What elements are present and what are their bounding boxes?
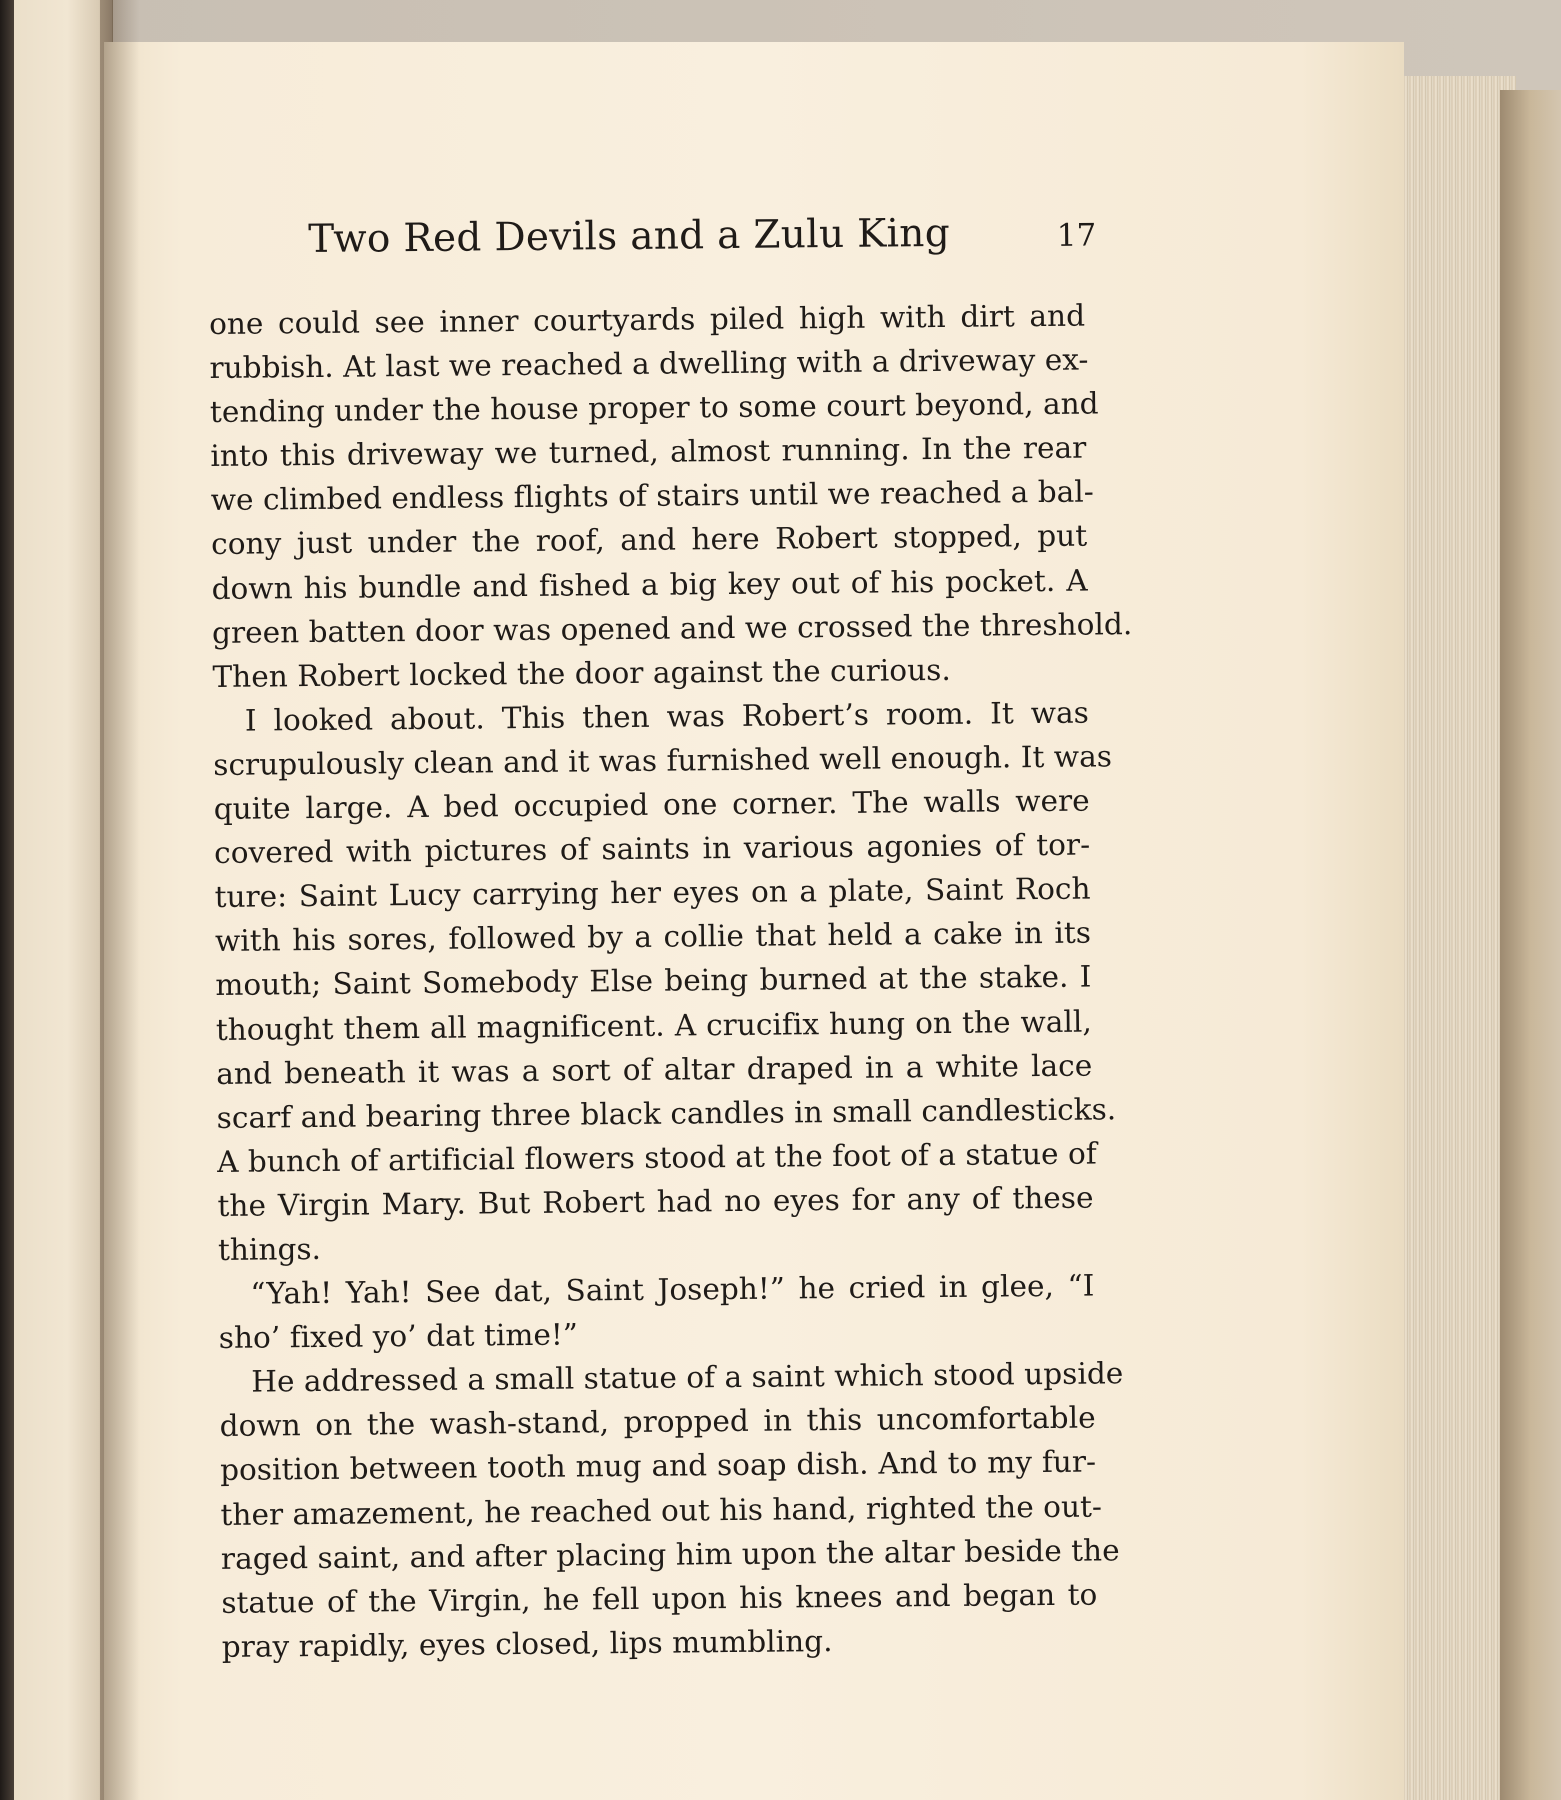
left-facing-page <box>0 0 113 1800</box>
text-line: quite large. A bed occupied one corner. The walls were <box>213 783 1090 827</box>
text-line: into this driveway we turned, almost running. In the rear <box>210 430 1087 474</box>
text-line: ther amazement, he reached out his hand, righted the out- <box>220 1489 1103 1532</box>
text-line: Then Robert locked the door against the curious. <box>212 652 951 694</box>
text-line: down his bundle and fished a big key out of his pocket. A <box>211 563 1088 606</box>
text-line: “Yah! Yah! See dat, Saint Joseph!” he cried in glee, “I <box>250 1268 1095 1311</box>
book-cover-edge-left <box>0 0 14 1800</box>
text-line: A bunch of artificial flowers stood at the foot of a statue of <box>216 1136 1097 1179</box>
text-line: sho’ fixed yo’ dat time!” <box>218 1317 579 1356</box>
text-line: down on the wash-stand, propped in this uncomfortable <box>219 1400 1096 1444</box>
text-line: I looked about. This then was Robert’s room. It was <box>244 695 1090 738</box>
text-line: He addressed a small statue of a saint which stood upside <box>251 1356 1124 1399</box>
text-line: thought them all magnificent. A crucifix hung on the wall, <box>215 1004 1092 1047</box>
text-line: tending under the house proper to some court beyond, and <box>209 386 1099 430</box>
text-line: statue of the Virgin, he fell upon his knees and began to <box>221 1577 1098 1620</box>
text-line: mouth; Saint Somebody Else being burned at the stake. I <box>215 959 1092 1003</box>
running-head-title: Two Red Devils and a Zulu King <box>308 210 951 263</box>
text-line: ture: Saint Lucy carrying her eyes on a plate, Saint Roch <box>214 871 1091 915</box>
text-line: things. <box>217 1231 322 1267</box>
text-line: raged saint, and after placing him upon the altar beside the <box>220 1532 1120 1576</box>
body-text <box>208 294 1133 1669</box>
text-line: covered with pictures of saints in various agonies of tor- <box>214 827 1091 871</box>
text-line: the Virgin Mary. But Robert had no eyes for any of these <box>217 1180 1094 1223</box>
page-number: 17 <box>1056 217 1097 254</box>
text-line: and beneath it was a sort of altar draped in a white lace <box>216 1048 1093 1091</box>
page-stack-edges <box>1395 76 1516 1800</box>
text-line: rubbish. At last we reached a dwelling with a driveway ex- <box>209 342 1089 386</box>
gutter-shadow <box>100 0 140 1800</box>
book-page <box>104 42 1404 1800</box>
text-line: scarf and bearing three black candles in small candlesticks. <box>216 1092 1117 1135</box>
text-line: position between tooth mug and soap dish. And to my fur- <box>219 1444 1097 1488</box>
text-line: green batten door was opened and we crossed the threshold. <box>211 606 1133 650</box>
text-line: pray rapidly, eyes closed, lips mumbling. <box>221 1623 833 1664</box>
text-line: scrupulously clean and it was furnished well enough. It was <box>213 739 1113 782</box>
book-cover-edge-right <box>1500 90 1561 1800</box>
text-line: one could see inner courtyards piled high with dirt and <box>208 298 1086 341</box>
running-head <box>220 201 1119 280</box>
text-line: we climbed endless flights of stairs until we reached a bal- <box>210 474 1095 518</box>
text-line: with his sores, followed by a collie that held a cake in its <box>214 915 1092 959</box>
text-line: cony just under the roof, and here Robert stopped, put <box>211 519 1088 562</box>
text-block <box>208 201 1202 1669</box>
